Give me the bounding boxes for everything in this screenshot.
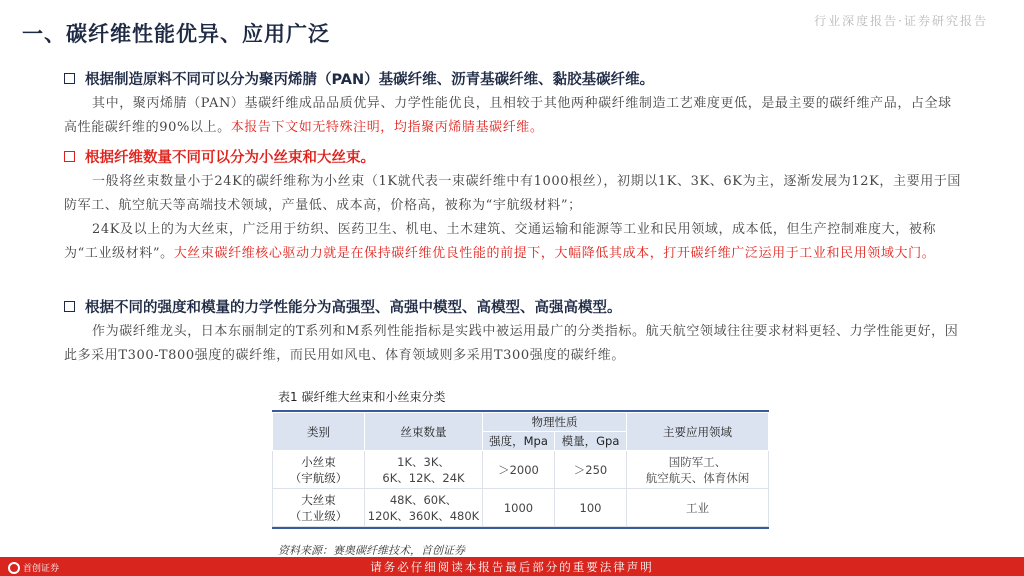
header-category: 类别	[273, 413, 365, 451]
cell-line: 6K、12K、24K	[382, 470, 465, 485]
paragraph-text: 作为碳纤维龙头，日本东丽制定的T系列和M系列性能指标是实践中被运用最广的分类指标。航天航空领域往往要求材料更轻、力学性能更好，因此多采用T300-T800强度的碳纤维，而民用如风电、体育领域则多采用T300强度的碳纤维。	[64, 324, 959, 363]
paragraph-text: 24K及以上的为大丝束，广泛用于纺织、医药卫生、机电、土木建筑、交通运输和能源等工业和民用领域，成本低，但生产控制难度大，被称为“工业级材料”。	[64, 222, 937, 261]
bullet-tow-count	[64, 146, 375, 167]
paragraph-small-tow	[64, 170, 964, 218]
header-tow: 丝束数量	[365, 413, 483, 451]
cell-tow	[365, 451, 483, 489]
bullet-text: 根据制造原料不同可以分为聚丙烯腈（PAN）基碳纤维、沥青基碳纤维、黏胶基碳纤维。	[85, 72, 655, 88]
legal-notice: 请务必仔细阅读本报告最后部分的重要法律声明	[370, 560, 654, 574]
logo-text: 首创证券	[23, 564, 60, 574]
square-bullet-icon	[64, 301, 75, 312]
bullet-text: 根据不同的强度和模量的力学性能分为高强型、高强中模型、高模型、高强高模型。	[85, 300, 622, 316]
cell-application: 工业	[627, 489, 769, 527]
header-modulus: 模量，Gpa	[555, 432, 627, 451]
cell-line: （宇航级）	[289, 470, 348, 485]
cell-line: 国防军工、	[668, 454, 727, 469]
paragraph-large-tow	[64, 218, 964, 266]
paragraph-pan	[64, 92, 964, 140]
cell-category	[273, 451, 365, 489]
cell-line: （工业级）	[289, 508, 348, 523]
square-bullet-icon	[64, 73, 75, 84]
paragraph-red-text: 本报告下文如无特殊注明，均指聚丙烯腈基碳纤维。	[230, 120, 544, 135]
header-strength: 强度，Mpa	[483, 432, 555, 451]
cell-application	[627, 451, 769, 489]
report-tag: 行业深度报告·证券研究报告	[814, 14, 988, 28]
cell-line: 120K、360K、480K	[367, 508, 480, 523]
square-bullet-icon	[64, 151, 75, 162]
cell-strength: ＞2000	[483, 451, 555, 489]
header-physical: 物理性质	[483, 413, 627, 432]
classification-table	[272, 410, 769, 529]
table-row	[273, 489, 769, 527]
cell-line: 48K、60K、	[389, 492, 458, 507]
cell-modulus: 100	[555, 489, 627, 527]
paragraph-toray	[64, 320, 964, 368]
page-title: 一、碳纤维性能优异、应用广泛	[22, 22, 330, 46]
cell-line: 航空航天、体育休闲	[645, 470, 750, 485]
header-application: 主要应用领域	[627, 413, 769, 451]
bullet-text: 根据纤维数量不同可以分为小丝束和大丝束。	[85, 150, 375, 166]
cell-strength: 1000	[483, 489, 555, 527]
cell-category	[273, 489, 365, 527]
bullet-mechanical	[64, 296, 622, 317]
cell-modulus: ＞250	[555, 451, 627, 489]
source-note: 资料来源：赛奥碳纤维技术，首创证券	[278, 544, 465, 557]
cell-line: 1K、3K、	[397, 454, 450, 469]
cell-line: 小丝束	[301, 454, 336, 469]
paragraph-text: 其中，聚丙烯腈（PAN）基碳纤维成品品质优异、力学性能优良，且相较于其他两种碳纤维制造工艺难度更低，是最主要的碳纤维产品，占全球高性能碳纤维的90%以上。	[64, 96, 952, 135]
paragraph-red-text: 大丝束碳纤维核心驱动力就是在保持碳纤维优良性能的前提下，大幅降低其成本，打开碳纤维广泛运用于工业和民用领域大门。	[173, 246, 936, 261]
table-row	[273, 451, 769, 489]
cell-tow	[365, 489, 483, 527]
table-caption: 表1 碳纤维大丝束和小丝束分类	[278, 390, 446, 404]
paragraph-text: 一般将丝束数量小于24K的碳纤维称为小丝束（1K就代表一束碳纤维中有1000根丝），初期以1K、3K、6K为主，逐渐发展为12K，主要用于国防军工、航空航天等高端技术领域，产量低、成本高，价格高，被称为“宇航级材料”；	[64, 174, 962, 213]
header	[0, 0, 1024, 56]
bullet-raw-material	[64, 68, 654, 89]
cell-line: 大丝束	[301, 492, 336, 507]
